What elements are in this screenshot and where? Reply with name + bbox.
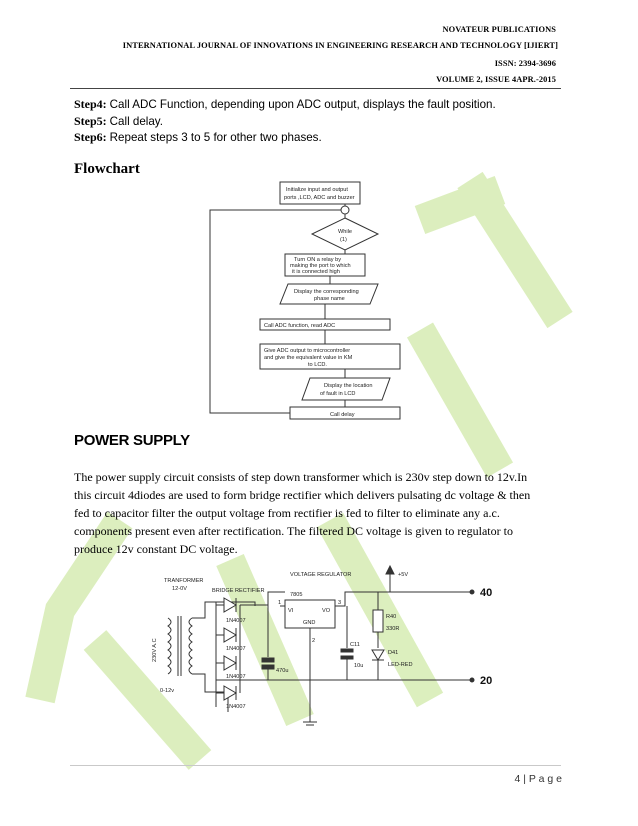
label-cap1: 470u: [276, 668, 289, 674]
fc-relay-1: Turn ON a relay by: [294, 257, 342, 263]
fc-display-1: Display the corresponding: [294, 289, 359, 295]
power-supply-line-2: this circuit 4diodes are used to form bridge rectifier which delivers pulsating dc voltage & then: [74, 488, 531, 502]
fc-give-3: to LCD.: [308, 362, 327, 368]
fc-while: While: [338, 229, 352, 235]
fc-loc-1: Display the location: [324, 383, 373, 389]
step-5: Step5: Call delay.: [74, 114, 163, 128]
power-supply-line-3: fed to capacitor filter the output voltage from rectifier is fed to filter to eliminate any a.c.: [74, 506, 500, 520]
fc-delay: Call delay: [330, 412, 355, 418]
step-4: Step4: Call ADC Function, depending upon ADC output, displays the fault position.: [74, 97, 496, 111]
label-out40: 40: [480, 587, 493, 599]
primary-coil: [168, 618, 171, 674]
fc-loc-2: of fault in LCD: [320, 391, 356, 397]
label-c11: C11: [350, 642, 360, 648]
fc-box-init-2: ports ,LCD, ADC and buzzer: [284, 195, 355, 201]
header-rule: [70, 88, 561, 89]
label-out20: 20: [480, 675, 493, 687]
label-r40: R40: [386, 614, 397, 620]
power-supply-line-4: components present even after rectification. The filtered DC voltage is given to regulator to: [74, 524, 513, 538]
label-r40v: 330R: [386, 626, 400, 632]
label-ac-out: 0-12v: [160, 688, 174, 694]
fc-give-1: Give ADC output to microcontroller: [264, 348, 351, 354]
label-bridge: BRIDGE RECTIFIER: [212, 588, 265, 594]
secondary-coil: [189, 618, 192, 674]
fc-adc: Call ADC function, read ADC: [264, 323, 336, 329]
header-issn: ISSN: 2394-3696: [494, 59, 556, 68]
label-vi: VI: [288, 608, 294, 614]
fc-box-init-1: Initialize input and output: [286, 187, 348, 193]
step-6: Step6: Repeat steps 3 to 5 for other two phases.: [74, 130, 322, 144]
fc-relay-3: it is connected high: [292, 269, 340, 275]
header-publisher: NOVATEUR PUBLICATIONS: [442, 25, 556, 34]
header-volume: VOLUME 2, ISSUE 4APR.-2015: [436, 75, 556, 84]
flowchart-heading: Flowchart: [74, 161, 140, 177]
label-d41v: LED-RED: [388, 662, 413, 668]
label-d4: 1N4007: [226, 704, 246, 710]
fc-while-cond: (1): [340, 237, 347, 243]
fc-relay-2: making the port to which: [290, 263, 351, 269]
label-ac-in: 230V A.C: [152, 638, 158, 662]
power-supply-circuit: [150, 562, 500, 747]
flowchart-figure: [200, 178, 440, 423]
label-regulator: VOLTAGE REGULATOR: [290, 572, 352, 578]
label-pin2: 2: [312, 638, 316, 644]
footer-rule: [70, 765, 561, 766]
power-supply-heading: POWER SUPPLY: [74, 432, 190, 449]
power-supply-line-1: The power supply circuit consists of step down transformer which is 230v step down to 12v.In: [74, 470, 528, 484]
label-vplus: +5V: [398, 572, 409, 578]
page-number: 4 | P a g e: [514, 773, 562, 785]
power-supply-line-5: produce 12v constant DC voltage.: [74, 542, 238, 556]
label-transformer: TRANFORMER: [164, 578, 204, 584]
label-pin1: 1: [278, 600, 282, 606]
fc-give-2: and give the equivalent value in KM: [264, 355, 353, 361]
label-ic: 7805: [290, 592, 303, 598]
circuit-labels: [152, 572, 492, 710]
label-vo: VO: [322, 608, 331, 614]
label-transformer-v: 12-0V: [172, 586, 187, 592]
label-d41: D41: [388, 650, 399, 656]
label-d2: 1N4007: [226, 646, 246, 652]
fc-display-2: phase name: [314, 296, 345, 302]
header-journal: INTERNATIONAL JOURNAL OF INNOVATIONS IN ENGINEERING RESEARCH AND TECHNOLOGY [IJIERT]: [122, 41, 558, 50]
label-d3: 1N4007: [226, 674, 246, 680]
label-d1: 1N4007: [226, 618, 246, 624]
label-c11v: 10u: [354, 663, 364, 669]
label-pin3: 3: [338, 600, 342, 606]
label-gnd: GND: [303, 620, 316, 626]
